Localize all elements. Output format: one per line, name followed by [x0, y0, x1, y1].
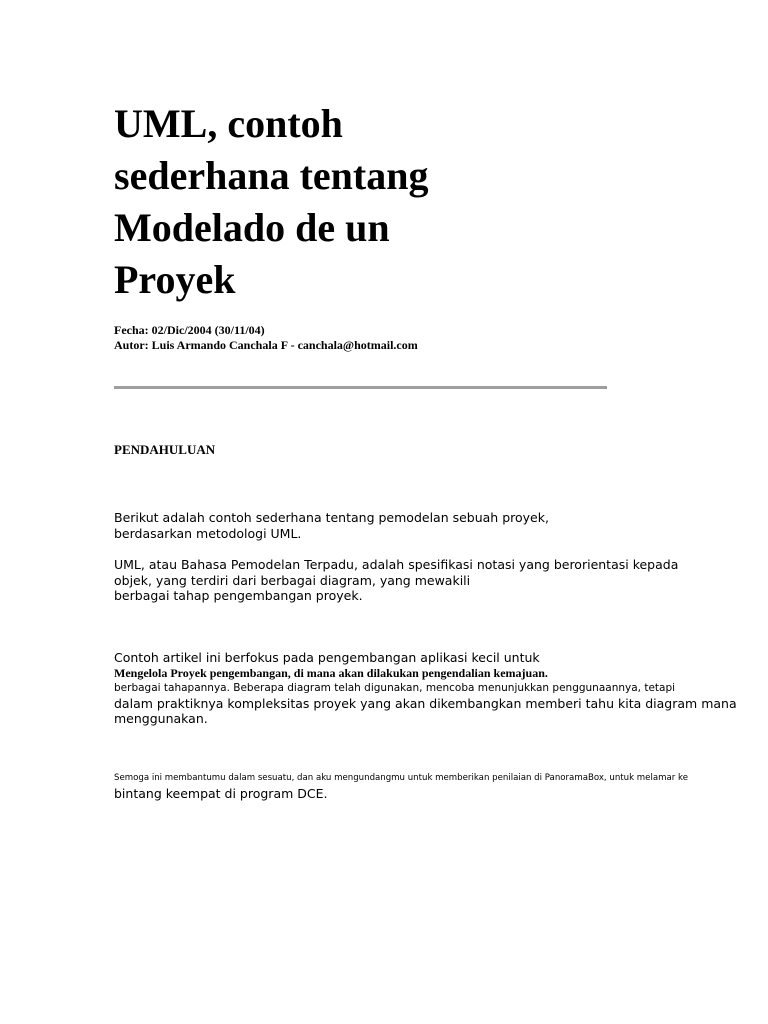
- document-meta: [114, 323, 418, 353]
- text-line-small: Semoga ini membantumu dalam sesuatu, dan aku mengundangmu untuk memberikan penilaian di PanoramaBox, untuk melamar ke: [114, 773, 688, 783]
- horizontal-rule: [114, 386, 607, 389]
- title-line: Proyek: [114, 257, 236, 302]
- paragraph-closing: [114, 771, 688, 803]
- title-line: Modelado de un: [114, 205, 390, 250]
- section-heading: PENDAHULUAN: [114, 442, 216, 457]
- paragraph-focus: [114, 650, 737, 727]
- text-line: berdasarkan metodologi UML.: [114, 525, 302, 541]
- date-line: Fecha: 02/Dic/2004 (30/11/04): [114, 323, 265, 337]
- paragraph-intro: [114, 510, 549, 541]
- text-line: UML, atau Bahasa Pemodelan Terpadu, adalah spesifikasi notasi yang berorientasi kepada: [114, 557, 679, 572]
- author-line: Autor: Luis Armando Canchala F - canchala@hotmail.com: [114, 338, 418, 352]
- title-line: UML, contoh: [114, 101, 343, 146]
- text-line: berbagai tahapannya. Beberapa diagram telah digunakan, mencoba menunjukkan penggunaannya, tetapi: [114, 681, 676, 694]
- text-line: Contoh artikel ini berfokus pada pengembangan aplikasi kecil untuk: [114, 650, 540, 665]
- text-line: bintang keempat di program DCE.: [114, 786, 328, 801]
- title-line: sederhana tentang: [114, 153, 429, 198]
- paragraph-uml: [114, 557, 678, 604]
- text-line-bold: Mengelola Proyek pengembangan, di mana akan dilakukan pengendalian kemajuan.: [114, 665, 548, 680]
- text-line: dalam praktiknya kompleksitas proyek yang akan dikembangkan memberi tahu kita diagram mana: [114, 695, 737, 711]
- text-line: objek, yang terdiri dari berbagai diagram, yang mewakili: [114, 572, 471, 588]
- document-title: [114, 98, 534, 306]
- text-line: Berikut adalah contoh sederhana tentang pemodelan sebuah proyek,: [114, 510, 549, 525]
- text-line: berbagai tahap pengembangan proyek.: [114, 588, 363, 603]
- text-line: menggunakan.: [114, 711, 208, 726]
